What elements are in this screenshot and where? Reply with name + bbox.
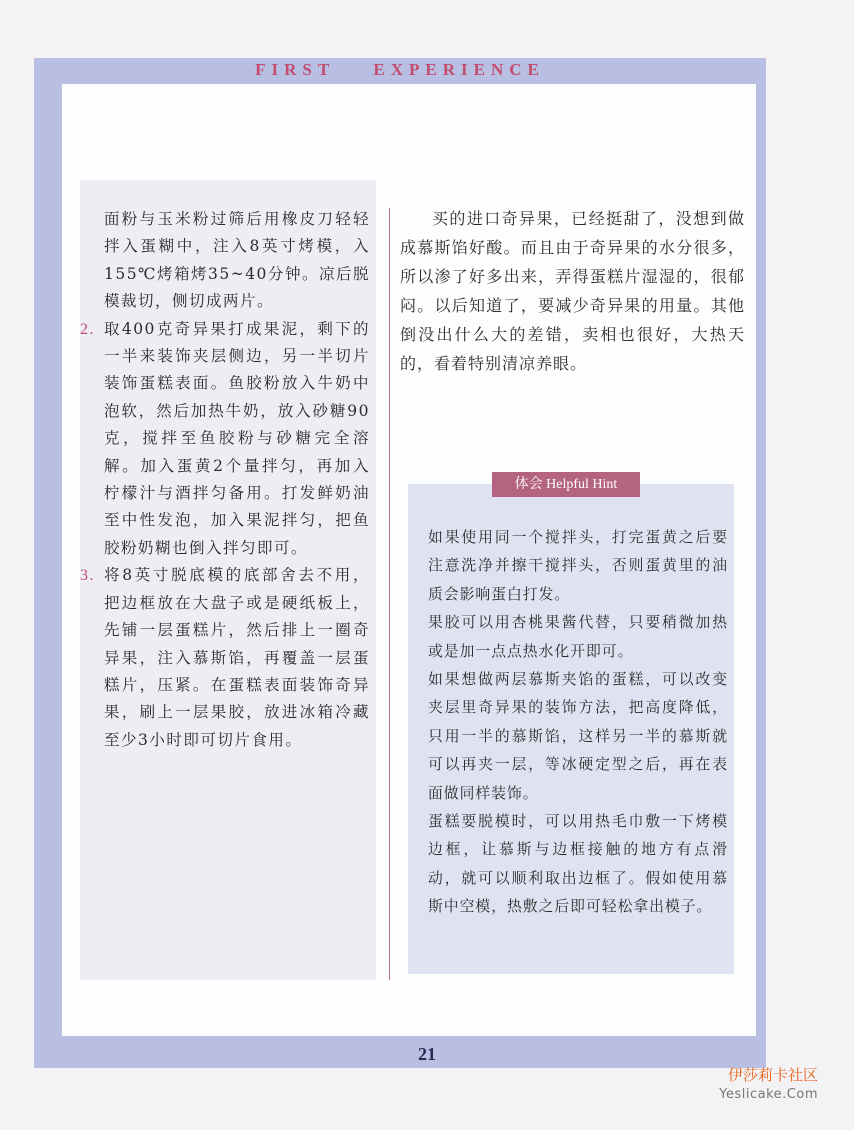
watermark-chinese: 伊莎莉卡社区 <box>727 1066 818 1084</box>
column-divider <box>389 208 390 980</box>
right-column <box>400 204 745 378</box>
helpful-hint-label: 体会 Helpful Hint <box>492 472 640 497</box>
step-2-text: 取400克奇异果打成果泥，剩下的一半来装饰夹层侧边，另一半切片装饰蛋糕表面。鱼胶粉放入牛奶中泡软，然后加热牛奶，放入砂糖90克，搅拌至鱼胶粉与砂糖完全溶解。加入蛋黄2个量拌匀，再加入柠檬汁与酒拌匀备用。打发鲜奶油至中性发泡，加入果泥拌匀，把鱼胶粉奶糊也倒入拌匀即可。 <box>104 319 370 557</box>
step-2-number: 2. <box>80 320 95 338</box>
step-3-text: 将8英寸脱底模的底部舍去不用，把边框放在大盘子或是硬纸板上，先铺一层蛋糕片，然后排上一圈奇异果，注入慕斯馅，再覆盖一层蛋糕片，压紧。在蛋糕表面装饰奇异果，刷上一层果胶，放进冰箱冷藏至少3小时即可切片食用。 <box>104 566 370 749</box>
section-header <box>34 60 766 80</box>
header-word-experience: EXPERIENCE <box>373 60 545 79</box>
hint-tip: 果胶可以用杏桃果酱代替，只要稍微加热或是加一点点热水化开即可。 <box>428 614 728 660</box>
step-3 <box>80 562 370 754</box>
step-3-number: 3. <box>80 567 95 585</box>
header-word-first: FIRST <box>255 60 336 79</box>
hint-tip: 如果想做两层慕斯夹馅的蛋糕，可以改变夹层里奇异果的装饰方法，把高度降低，只用一半的慕斯馅，这样另一半的慕斯就可以再夹一层，等冰硬定型之后，再在表面做同样装饰。 <box>428 671 728 802</box>
experience-paragraph: 买的进口奇异果，已经挺甜了，没想到做成慕斯馅好酸。而且由于奇异果的水分很多，所以渗了好多出来，弄得蛋糕片湿湿的，很郁闷。以后知道了，要减少奇异果的用量。其他倒没出什么大的差错，卖相也很好，大热天的，看着特别清凉养眼。 <box>400 209 745 373</box>
hint-tip: 如果使用同一个搅拌头，打完蛋黄之后要注意洗净并擦干搅拌头，否则蛋黄里的油质会影响蛋白打发。 <box>428 529 728 603</box>
step-2 <box>80 316 370 563</box>
helpful-hint-body <box>428 524 728 922</box>
page-number: 21 <box>418 1044 436 1064</box>
watermark-site: Yeslicake.Com <box>719 1087 818 1102</box>
hint-tip: 蛋糕要脱模时，可以用热毛巾敷一下烤模边框，让慕斯与边框接触的地方有点滑动，就可以顺利取出边框了。假如使用慕斯中空模，热敷之后即可轻松拿出模子。 <box>428 813 728 916</box>
step-1-continuation: 面粉与玉米粉过筛后用橡皮刀轻轻拌入蛋糊中，注入8英寸烤模，入155℃烤箱烤35~40分钟。凉后脱模裁切，侧切成两片。 <box>104 210 370 311</box>
left-column <box>80 206 370 754</box>
